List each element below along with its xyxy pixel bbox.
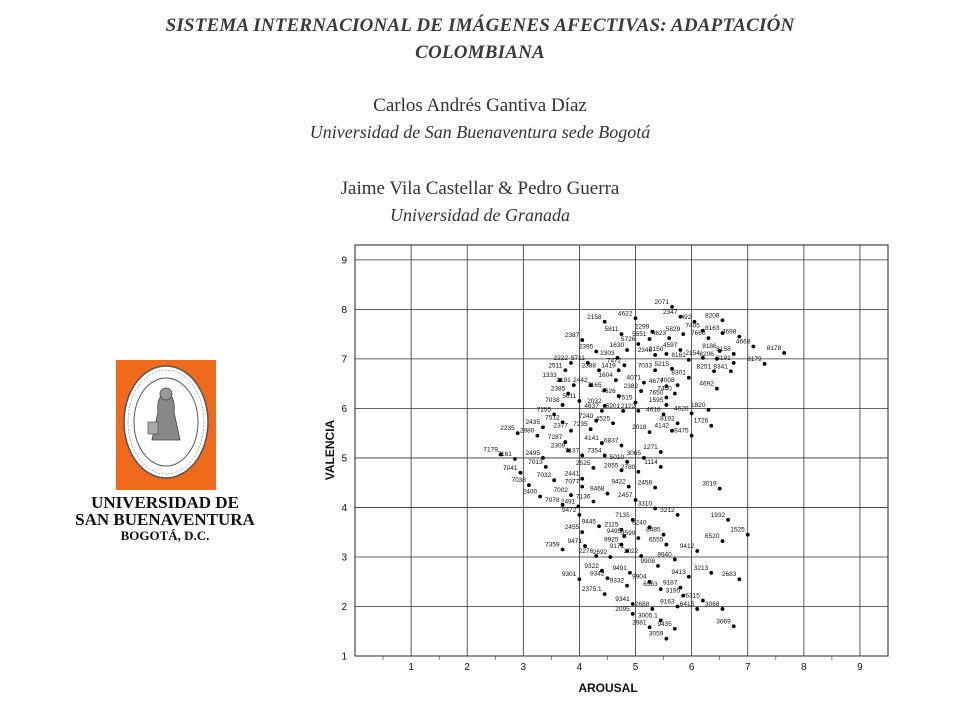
data-point-label: 7135: [615, 511, 630, 519]
data-point-label: 3069: [716, 618, 731, 626]
data-point-label: 9599: [620, 530, 636, 538]
data-point-label: 3065: [626, 449, 641, 457]
data-point-label: 2780: [620, 463, 636, 471]
data-point: [681, 332, 685, 336]
data-point: [606, 492, 610, 496]
data-point-label: 7137: [564, 447, 580, 455]
data-point-label: 3005.1: [637, 612, 658, 620]
data-point-label: 2981: [632, 619, 647, 627]
data-point-label: 9413: [671, 568, 686, 576]
data-point: [513, 457, 517, 461]
data-point-label: 4628: [674, 405, 689, 413]
y-tick-label: 7: [341, 354, 347, 366]
data-point-label: 3022: [623, 547, 639, 555]
data-point: [732, 361, 736, 365]
data-point-label: 7002: [553, 487, 569, 495]
data-point: [676, 421, 680, 425]
data-point: [673, 627, 677, 631]
data-point-label: 1333: [542, 372, 557, 380]
data-point: [690, 411, 694, 415]
data-point-label: 2055: [604, 462, 619, 470]
data-point-label: 6315: [685, 592, 700, 600]
data-point-label: 2095: [615, 605, 630, 613]
data-point: [751, 345, 755, 349]
data-point: [690, 434, 694, 438]
data-point-label: 2511: [548, 362, 563, 370]
data-point-label: 4525: [595, 415, 611, 423]
x-tick-label: 7: [744, 662, 751, 673]
data-point: [709, 424, 713, 428]
data-point: [656, 564, 660, 568]
data-point-label: 9332: [609, 577, 625, 585]
data-point-label: 4616: [646, 406, 661, 414]
data-point-label: 2154: [685, 349, 700, 357]
data-point-label: 1820: [690, 401, 706, 409]
data-point-label: 9322: [584, 562, 599, 570]
data-point-label: 8161: [671, 351, 686, 359]
data-point-label: 6555: [648, 536, 664, 544]
data-point: [569, 493, 573, 497]
data-point-label: 3213: [693, 564, 709, 572]
data-point-label: 4071: [626, 374, 641, 382]
data-point-label: 7515: [618, 394, 633, 402]
data-point-label: 2692: [592, 548, 608, 556]
data-point-label: 9341: [615, 596, 630, 604]
data-point: [695, 607, 699, 611]
data-point-label: 4597: [662, 341, 678, 349]
data-point: [608, 555, 612, 559]
data-point-label: 9908: [640, 557, 655, 565]
data-point-label: 5726: [620, 336, 636, 344]
data-point: [707, 336, 711, 340]
data-point: [625, 584, 629, 588]
data-point-label: 9471: [567, 538, 583, 546]
data-point-label: 8163: [705, 325, 720, 333]
data-point-label: 5201: [605, 402, 621, 410]
data-point-label: 2158: [587, 313, 602, 321]
data-point-label: 2115: [604, 521, 619, 529]
data-point-label: 2347: [662, 308, 678, 316]
title-line-2: COLOMBIANA: [415, 42, 545, 63]
data-point-label: 7240: [578, 412, 594, 420]
x-tick-label: 3: [520, 662, 527, 673]
logo-line-3: BOGOTÁ, D.C.: [120, 528, 210, 543]
data-point-label: 7038: [545, 396, 560, 404]
data-point: [737, 577, 741, 581]
data-point-label: 4668: [735, 338, 751, 346]
data-point-label: 9435: [657, 620, 672, 628]
y-tick-label: 2: [341, 601, 347, 613]
data-point-label: 3310: [637, 500, 653, 508]
data-point-label: 2382: [623, 383, 639, 391]
data-point-label: 1525: [730, 526, 745, 534]
data-point-label: 6837: [604, 437, 619, 445]
data-point-label: 9445: [581, 518, 597, 526]
data-point-label: 7032: [536, 472, 552, 480]
data-point: [561, 403, 565, 407]
data-point: [636, 409, 640, 413]
data-point: [721, 539, 725, 543]
chart-ticks: [341, 255, 863, 673]
data-point-label: 7354: [587, 447, 602, 455]
data-point-label: 7136: [575, 493, 591, 501]
data-point-label: 6240: [632, 519, 647, 527]
data-point-label: 2235: [500, 425, 515, 433]
data-point-label: 2491: [560, 498, 576, 506]
valence-arousal-scatter-chart: [318, 238, 898, 708]
data-point-label: 2385: [550, 385, 566, 393]
data-point-label: 2018: [632, 424, 647, 432]
data-point: [729, 369, 733, 373]
data-point: [592, 500, 596, 504]
data-point: [580, 530, 584, 534]
data-point-label: 2400: [522, 488, 538, 496]
data-point-label: 9422: [611, 478, 626, 486]
data-point-label: 7660: [690, 330, 706, 338]
data-point-label: 2441: [564, 470, 580, 478]
data-point-label: 2309: [550, 442, 566, 450]
data-point: [552, 478, 556, 482]
data-point: [535, 434, 539, 438]
data-point-label: 9468: [590, 485, 605, 493]
data-point-label: 4637: [584, 402, 599, 410]
data-point-label: 3212: [660, 506, 675, 514]
university-seal-logo: [116, 360, 216, 490]
data-point: [659, 450, 663, 454]
data-point-label: 6415: [679, 600, 695, 608]
data-point: [622, 363, 626, 367]
data-point-label: 8301: [671, 369, 686, 377]
data-point-label: 3195: [665, 587, 681, 595]
data-point-label: 1630: [609, 341, 625, 349]
data-point-label: 8251: [696, 363, 712, 371]
data-point: [611, 421, 615, 425]
data-point: [732, 624, 736, 628]
data-point: [648, 430, 652, 434]
data-point: [578, 399, 582, 403]
data-point: [664, 637, 668, 641]
data-point-label: 8485: [646, 526, 661, 534]
data-point: [592, 466, 596, 470]
data-point-label: 7359: [545, 541, 560, 549]
data-point: [732, 352, 736, 356]
data-point-label: 2980: [519, 427, 535, 435]
data-point-label: 7512: [545, 414, 560, 422]
data-point-label: 2387: [564, 332, 580, 340]
data-point-label: 2122: [620, 402, 636, 410]
data-point: [597, 524, 601, 528]
data-point-label: 7013: [528, 458, 543, 466]
data-point: [636, 470, 640, 474]
data-point-label: 4008: [660, 377, 675, 385]
data-point: [580, 454, 584, 458]
data-point: [673, 558, 677, 562]
data-point-label: 2071: [654, 298, 669, 306]
data-point-label: 8186: [702, 342, 717, 350]
data-point-label: 7038: [511, 477, 526, 485]
author-2: Jaime Vila Castellar & Pedro Guerra: [340, 178, 620, 199]
data-point: [726, 518, 730, 522]
data-point: [659, 465, 663, 469]
data-point: [620, 444, 624, 448]
data-point: [650, 607, 654, 611]
data-point-label: 9472: [561, 506, 577, 514]
data-point-label: 9187: [662, 579, 678, 587]
data-point-label: 8206: [699, 350, 714, 358]
data-point-label: 7255: [536, 406, 552, 414]
data-point: [576, 505, 580, 509]
data-point-label: 9925: [604, 536, 619, 544]
data-point: [707, 408, 711, 412]
data-point-label: 9940: [657, 551, 672, 559]
data-point-label: 2442: [573, 377, 588, 385]
data-point: [746, 533, 750, 537]
data-point-label: 8208: [705, 312, 720, 320]
data-point-label: 2303: [600, 349, 615, 357]
data-point: [673, 392, 677, 396]
data-point: [544, 465, 548, 469]
data-point: [614, 378, 618, 382]
data-point-label: 9342: [590, 570, 605, 578]
data-point-label: 2495: [525, 449, 540, 457]
y-tick-label: 4: [341, 502, 347, 514]
data-point-label: 2683: [721, 571, 737, 579]
data-point: [664, 543, 668, 547]
seal-icon: [116, 360, 216, 490]
data-point: [580, 477, 584, 481]
data-point: [676, 513, 680, 517]
logo-line-1: UNIVERSIDAD DE: [91, 493, 239, 512]
data-point-label: 3068: [705, 600, 720, 608]
data-point-label: 7033: [637, 362, 653, 370]
data-point-label: 7078: [545, 496, 560, 504]
data-point: [648, 625, 652, 629]
data-point-label: 7041: [503, 464, 518, 472]
data-point-label: 2688: [634, 600, 650, 608]
data-point: [695, 549, 699, 553]
data-point: [659, 587, 663, 591]
data-point-label: 5711: [570, 354, 585, 362]
data-point-label: 7287: [547, 434, 563, 442]
data-point: [589, 427, 593, 431]
data-point: [636, 536, 640, 540]
data-point-label: 4626: [601, 388, 616, 396]
title-line-1: SISTEMA INTERNACIONAL DE IMÁGENES AFECTIVAS: ADAPTACIÓN: [165, 15, 795, 36]
data-point: [636, 342, 640, 346]
data-point-label: 8179: [747, 355, 762, 363]
x-tick-label: 4: [576, 662, 583, 673]
data-point: [676, 383, 680, 387]
data-point-label: 5829: [665, 326, 681, 334]
data-point-label: 2276: [578, 547, 594, 555]
data-point-label: 9904: [632, 573, 647, 581]
data-point: [580, 485, 584, 489]
data-point: [653, 486, 657, 490]
data-point-label: 1604: [598, 372, 613, 380]
data-point-label: 8192: [660, 415, 675, 423]
data-point-label: 8191: [716, 354, 731, 362]
data-point: [667, 336, 671, 340]
data-point-label: 8158: [716, 345, 731, 353]
data-point-label: 2395: [578, 343, 594, 351]
data-point-label: 7179: [483, 446, 498, 454]
data-point-label: 9491: [612, 564, 627, 572]
data-point-label: 6520: [705, 533, 720, 541]
plot-frame: [355, 245, 888, 656]
data-point: [782, 351, 786, 355]
data-point: [721, 607, 725, 611]
x-tick-label: 1: [408, 662, 414, 673]
data-point-label: 9495: [606, 528, 622, 536]
data-point-label: 7161: [497, 450, 512, 458]
data-point-label: 9301: [561, 571, 577, 579]
data-point: [653, 507, 657, 511]
data-point-label: 7440: [657, 385, 672, 393]
data-point-label: 4622: [618, 310, 633, 318]
y-tick-label: 3: [341, 552, 347, 564]
data-point-label: 2346: [637, 346, 653, 354]
data-point-label: 1932: [710, 511, 726, 519]
data-point: [653, 353, 657, 357]
data-point: [541, 425, 545, 429]
data-point-label: 6563: [643, 581, 658, 589]
data-point: [578, 577, 582, 581]
data-point-label: 2435: [525, 419, 540, 427]
data-point-label: 2525: [575, 459, 591, 467]
data-point-label: 7405: [685, 322, 700, 330]
data-point: [715, 387, 719, 391]
data-point-label: 2455: [564, 524, 580, 532]
data-point: [718, 487, 722, 491]
data-point: [687, 376, 691, 380]
data-point-label: 9171: [609, 543, 625, 551]
data-point: [578, 513, 582, 517]
data-point: [634, 316, 638, 320]
data-point-label: 492: [680, 313, 692, 321]
data-point: [580, 338, 584, 342]
data-point-label: 1595: [648, 396, 664, 404]
data-point: [687, 575, 691, 579]
x-tick-label: 8: [801, 662, 807, 673]
x-tick-label: 9: [857, 662, 863, 673]
data-point-label: 4623: [651, 330, 667, 338]
data-point: [664, 396, 668, 400]
data-point: [653, 368, 657, 372]
data-point-label: 5551: [632, 331, 647, 339]
data-point-label: 7165: [587, 382, 602, 390]
data-point-label: 2299: [634, 323, 650, 331]
x-axis-label: AROUSAL: [578, 681, 638, 695]
y-tick-label: 9: [341, 255, 347, 267]
data-point: [569, 429, 573, 433]
data-point: [627, 485, 631, 489]
data-point-label: 2388: [581, 362, 597, 370]
data-point: [603, 454, 607, 458]
data-point: [687, 358, 691, 362]
data-point-label: 4142: [654, 422, 669, 430]
data-point-label: 2375.1: [581, 586, 602, 594]
data-point: [721, 318, 725, 322]
data-point-label: 4141: [584, 435, 599, 443]
y-tick-label: 6: [341, 403, 347, 415]
data-point: [563, 368, 567, 372]
data-point: [763, 362, 767, 366]
data-point-label: 2150: [648, 345, 664, 353]
y-tick-label: 1: [341, 651, 347, 663]
data-point: [639, 389, 643, 393]
data-point: [519, 471, 523, 475]
y-tick-label: 8: [341, 304, 347, 316]
data-point: [603, 592, 607, 596]
data-point-label: 2457: [618, 492, 633, 500]
data-point: [538, 495, 542, 499]
data-point-label: 2032: [587, 397, 602, 405]
data-point-label: 8475: [674, 427, 689, 435]
y-axis-label: VALENCIA: [323, 419, 337, 481]
data-point-label: 1114: [644, 458, 658, 466]
data-point: [527, 483, 531, 487]
affiliation-2: Universidad de Granada: [390, 205, 570, 225]
data-point-label: 2458: [637, 479, 653, 487]
data-point-label: 7235: [573, 421, 588, 429]
data-point-label: 4677: [648, 378, 664, 386]
data-point: [600, 409, 604, 413]
data-point-label: 2191: [556, 377, 571, 385]
data-point: [625, 348, 629, 352]
data-point-label: 5215: [654, 360, 669, 368]
data-point-label: 9163: [660, 598, 675, 606]
data-point-label: 2377: [553, 422, 569, 430]
data-point: [709, 571, 713, 575]
data-point-label: 9412: [679, 543, 695, 551]
data-point-label: 4698: [721, 328, 737, 336]
data-point-label: 8178: [766, 344, 782, 352]
data-point-label: 5010: [609, 453, 625, 461]
chart-points: [483, 299, 786, 641]
data-point-label: 1726: [693, 417, 709, 425]
data-point-label: 7650: [648, 389, 664, 397]
data-point: [617, 368, 621, 372]
data-point-label: 1271: [643, 443, 658, 451]
data-point: [642, 381, 646, 385]
data-point-label: 7077: [564, 478, 580, 486]
data-point-label: 3059: [648, 630, 664, 638]
x-tick-label: 2: [464, 662, 470, 673]
data-point-label: 8341: [713, 363, 728, 371]
data-point-label: 7472: [606, 357, 622, 365]
data-point: [594, 350, 598, 354]
x-tick-label: 6: [688, 662, 695, 673]
data-point: [561, 548, 565, 552]
y-tick-label: 5: [341, 453, 347, 465]
data-point: [664, 352, 668, 356]
data-point-label: 4692: [699, 380, 714, 388]
data-point: [648, 337, 652, 341]
author-1: Carlos Andrés Gantiva Díaz: [373, 95, 587, 116]
data-point-label: 5611: [562, 392, 577, 400]
affiliation-1: Universidad de San Buenaventura sede Bogotá: [309, 122, 651, 142]
x-tick-label: 5: [632, 662, 639, 673]
data-point-label: 3019: [702, 480, 717, 488]
data-point: [603, 320, 607, 324]
data-point: [664, 403, 668, 407]
data-point: [631, 612, 635, 616]
data-point-label: 2222: [553, 354, 569, 362]
data-point-label: 5811: [604, 326, 619, 334]
data-point-label: 1419: [601, 362, 616, 370]
logo-line-2: SAN BUENAVENTURA: [75, 510, 255, 529]
